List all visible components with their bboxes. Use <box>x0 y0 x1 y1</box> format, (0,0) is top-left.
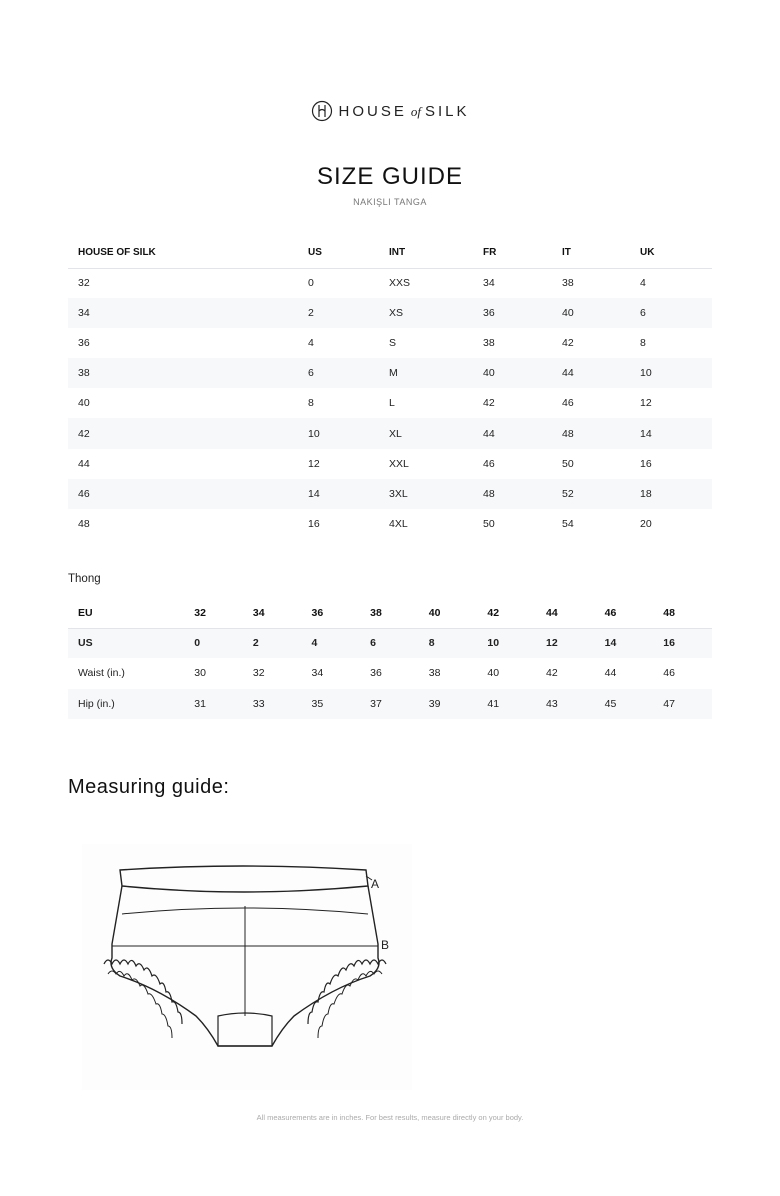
table-cell: US <box>68 628 184 658</box>
table-cell: 12 <box>308 457 320 470</box>
table-cell: 18 <box>630 479 712 509</box>
thong-section-label: Thong <box>68 573 101 585</box>
measure-label-b: B <box>381 938 390 952</box>
table-cell: 14 <box>595 628 654 658</box>
table-cell: 2 <box>243 628 302 658</box>
table-cell: 46 <box>562 397 574 410</box>
col-header: INT <box>379 238 473 268</box>
table-cell: 42 <box>546 667 558 680</box>
table-cell: 20 <box>640 517 652 530</box>
table-row <box>68 328 712 358</box>
table-cell: 40 <box>473 358 552 388</box>
table-cell: 32 <box>78 277 90 290</box>
table-cell: 36 <box>370 667 382 680</box>
table-cell: 48 <box>473 479 552 509</box>
table-cell: 36 <box>473 298 552 328</box>
table-cell: 2 <box>298 298 379 328</box>
table-cell: 45 <box>595 689 654 719</box>
table-cell: 4 <box>302 628 361 658</box>
footnote: All measurements are in inches. For best results, measure directly on your body. <box>256 1113 524 1122</box>
table-cell: 34 <box>483 277 495 290</box>
col-header: 32 <box>184 598 243 628</box>
table-cell: 0 <box>308 277 314 290</box>
table-row <box>68 689 712 719</box>
table-cell: 40 <box>487 667 500 680</box>
table-cell: 6 <box>630 298 712 328</box>
col-header: 40 <box>419 598 478 628</box>
col-header: UK <box>630 238 712 268</box>
table-cell: S <box>389 337 397 350</box>
table-cell: 41 <box>477 689 536 719</box>
col-header: 46 <box>595 598 654 628</box>
col-header: HOUSE OF SILK <box>68 238 298 268</box>
table-cell: 31 <box>184 689 243 719</box>
table-row <box>68 268 712 298</box>
col-header: 48 <box>653 598 712 628</box>
table-row <box>68 358 712 388</box>
product-name: NAKIŞLI TANGA <box>353 197 427 207</box>
table-row <box>68 658 712 688</box>
table-cell: 8 <box>640 337 646 350</box>
table-cell: 46 <box>663 667 675 680</box>
table-cell: 39 <box>419 689 478 719</box>
table-cell: L <box>389 397 395 410</box>
measuring-diagram <box>68 838 418 1090</box>
table-cell: Hip (in.) <box>68 689 184 719</box>
table-cell: 46 <box>68 479 298 509</box>
table-row <box>68 479 712 509</box>
col-header: 38 <box>360 598 419 628</box>
table-row <box>68 418 712 448</box>
table-cell: 4XL <box>389 517 408 530</box>
measure-label-a: A <box>371 877 380 891</box>
table-cell: XXS <box>389 277 411 290</box>
table-cell: XXL <box>389 457 409 470</box>
table-cell: 14 <box>298 479 379 509</box>
table-cell: 32 <box>252 667 265 680</box>
table-cell: 3XL <box>379 479 473 509</box>
table-cell: 54 <box>562 517 574 530</box>
table-cell: 48 <box>552 418 630 448</box>
table-cell: 44 <box>78 457 90 470</box>
table-cell: 30 <box>194 667 206 680</box>
brand-logo <box>0 100 780 122</box>
table-cell: 10 <box>298 418 379 448</box>
table-cell: 40 <box>78 397 90 410</box>
col-header: US <box>298 238 379 268</box>
table-cell: 0 <box>184 628 243 658</box>
table-cell: 16 <box>308 517 320 530</box>
table-cell: 50 <box>483 517 495 530</box>
table-cell: 14 <box>630 418 712 448</box>
col-header: EU <box>68 598 184 628</box>
table-cell: 8 <box>419 628 478 658</box>
table-cell: 10 <box>630 358 712 388</box>
table-cell: Waist (in.) <box>78 667 125 680</box>
table-row <box>68 449 712 479</box>
table-cell: 37 <box>360 689 419 719</box>
page-title: SIZE GUIDE <box>316 163 464 190</box>
table-cell: 38 <box>68 358 298 388</box>
table-cell: 44 <box>552 358 630 388</box>
table-cell: 50 <box>562 457 574 470</box>
table-cell: 34 <box>68 298 298 328</box>
table-cell: 34 <box>311 667 324 680</box>
table-cell: 38 <box>483 337 495 350</box>
table-cell: 4 <box>308 337 314 350</box>
table-row <box>68 298 712 328</box>
table-cell: 43 <box>536 689 595 719</box>
table-cell: 40 <box>552 298 630 328</box>
table-cell: 42 <box>68 418 298 448</box>
table-cell: 10 <box>477 628 536 658</box>
table-row <box>68 628 712 658</box>
size-conversion-table <box>68 238 712 539</box>
table-header-row <box>68 238 712 268</box>
table-cell: 38 <box>428 667 441 680</box>
table-cell: 36 <box>78 337 90 350</box>
table-row <box>68 509 712 539</box>
table-cell: 12 <box>536 628 595 658</box>
table-cell: 44 <box>604 667 617 680</box>
measuring-guide-heading: Measuring guide: <box>68 776 230 798</box>
logo-monogram-icon <box>311 100 333 122</box>
brand-name: HOUSE of SILK <box>338 102 470 120</box>
table-cell: XS <box>379 298 473 328</box>
table-cell: 42 <box>562 337 574 350</box>
table-cell: 42 <box>483 397 495 410</box>
col-header: 34 <box>243 598 302 628</box>
table-cell: 46 <box>483 457 495 470</box>
col-header: 42 <box>477 598 536 628</box>
table-cell: 16 <box>640 457 652 470</box>
table-cell: 47 <box>653 689 712 719</box>
table-row <box>68 388 712 418</box>
table-cell: 8 <box>308 397 314 410</box>
col-header: FR <box>473 238 552 268</box>
col-header: 36 <box>302 598 361 628</box>
table-cell: 12 <box>640 397 652 410</box>
thong-size-table <box>68 598 712 719</box>
table-cell: 33 <box>243 689 302 719</box>
table-cell: 4 <box>640 277 646 290</box>
table-cell: 44 <box>473 418 552 448</box>
table-cell: 6 <box>360 628 419 658</box>
col-header: 44 <box>536 598 595 628</box>
table-cell: 6 <box>298 358 379 388</box>
table-cell: 38 <box>562 277 574 290</box>
table-cell: XL <box>379 418 473 448</box>
col-header: IT <box>552 238 630 268</box>
table-cell: 48 <box>78 517 90 530</box>
table-cell: 52 <box>552 479 630 509</box>
table-cell: M <box>379 358 473 388</box>
table-header-row <box>68 598 712 628</box>
table-cell: 16 <box>653 628 712 658</box>
table-cell: 35 <box>302 689 361 719</box>
